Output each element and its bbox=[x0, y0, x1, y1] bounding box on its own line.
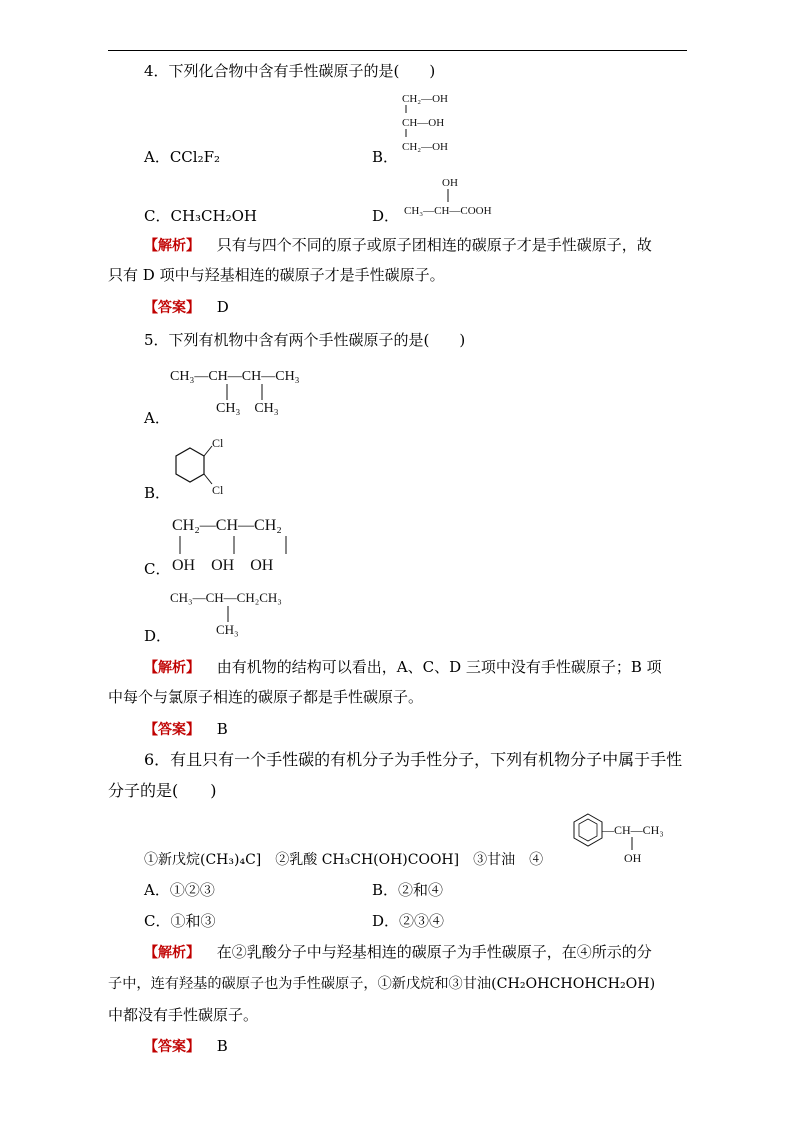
q6-analysis-line3: 中都没有手性碳原子。 bbox=[108, 1006, 259, 1024]
q5-d-main: CH₃—CH—CH₂CH₃ bbox=[170, 590, 282, 605]
q4-d-main: CH₃—CH—COOH bbox=[404, 205, 492, 217]
q4-option-c: C．CH₃CH₂OH bbox=[144, 207, 257, 225]
q6-option-a: A．①②③ bbox=[144, 881, 215, 899]
q5-analysis-line2: 中每个与氯原子相连的碳原子都是手性碳原子。 bbox=[108, 688, 424, 706]
q5-c-main: CH₂—CH—CH₂ bbox=[172, 517, 282, 534]
q6-item4-structure bbox=[566, 810, 696, 870]
q4-answer: D bbox=[216, 298, 229, 316]
q4-b-line3: CH₂—OH bbox=[402, 141, 449, 153]
q5-optD-structure bbox=[170, 586, 330, 640]
q4-optB-structure bbox=[400, 90, 470, 160]
q5-b-cl2: Cl bbox=[212, 483, 224, 497]
q4-option-d: D． bbox=[372, 207, 400, 225]
q6-stem-line2: 分子的是( ) bbox=[108, 781, 217, 800]
q6-analysis-line2: 子中，连有羟基的碳原子也为手性碳原子，①新戊烷和③甘油(CH₂OHCHOHCH₂OH) bbox=[108, 976, 656, 992]
q6-4-sub: OH bbox=[624, 851, 642, 865]
q4-analysis-tag: 【解析】 bbox=[144, 238, 200, 254]
q5-b-cl1: Cl bbox=[212, 436, 224, 450]
q6-analysis-tag: 【解析】 bbox=[144, 945, 200, 961]
q6-answer: B bbox=[216, 1037, 228, 1055]
q5-analysis-tag: 【解析】 bbox=[144, 660, 200, 676]
q6-analysis-line1: 在②乳酸分子中与羟基相连的碳原子为手性碳原子，在④所示的分 bbox=[216, 943, 652, 961]
q5-answer-tag: 【答案】 bbox=[144, 722, 200, 738]
q6-option-d: D．②③④ bbox=[372, 912, 445, 930]
q5-a-sub: CH₃ CH₃ bbox=[216, 401, 279, 416]
q5-optB-structure bbox=[172, 434, 242, 498]
q5-stem: 5．下列有机物中含有两个手性碳原子的是( ) bbox=[144, 331, 466, 349]
q4-option-b: B． bbox=[372, 148, 399, 166]
q5-analysis-line1: 由有机物的结构可以看出，A、C、D 三项中没有手性碳原子；B 项 bbox=[216, 658, 662, 676]
q5-optC-structure bbox=[172, 512, 322, 574]
q6-option-c: C．①和③ bbox=[144, 912, 216, 930]
q5-answer: B bbox=[216, 720, 228, 738]
q5-c-sub: OH OH OH bbox=[172, 557, 274, 574]
q5-option-b: B． bbox=[144, 484, 171, 502]
q5-d-sub: CH₃ bbox=[216, 622, 239, 637]
q4-b-line1: CH₂—OH bbox=[402, 93, 449, 105]
q5-option-d: D． bbox=[144, 627, 172, 645]
q4-b-line2: CH—OH bbox=[402, 117, 445, 129]
header-rule bbox=[108, 50, 687, 51]
q6-items: ①新戊烷(CH₃)₄C] ②乳酸 CH₃CH(OH)COOH] ③甘油 ④ bbox=[144, 852, 544, 868]
q5-a-main: CH₃—CH—CH—CH₃ bbox=[170, 369, 300, 384]
q6-4-main: —CH—CH₃ bbox=[602, 823, 664, 837]
q6-answer-tag: 【答案】 bbox=[144, 1039, 200, 1055]
q4-answer-tag: 【答案】 bbox=[144, 300, 200, 316]
q4-analysis-line1: 只有与四个不同的原子或原子团相连的碳原子才是手性碳原子，故 bbox=[216, 236, 652, 254]
q4-optD-structure bbox=[404, 172, 524, 222]
q6-stem-line1: 6．有且只有一个手性碳的有机分子为手性分子，下列有机物分子中属于手性 bbox=[144, 750, 683, 769]
q4-option-a: A．CCl₂F₂ bbox=[144, 148, 221, 166]
q4-stem: 4．下列化合物中含有手性碳原子的是( ) bbox=[144, 62, 436, 80]
q5-optA-structure bbox=[170, 362, 340, 418]
q6-option-b: B．②和④ bbox=[372, 881, 444, 899]
q4-analysis-line2: 只有 D 项中与羟基相连的碳原子才是手性碳原子。 bbox=[108, 266, 445, 284]
q5-option-c: C． bbox=[144, 560, 171, 578]
q4-d-top: OH bbox=[442, 177, 458, 189]
q5-option-a: A． bbox=[144, 409, 170, 427]
